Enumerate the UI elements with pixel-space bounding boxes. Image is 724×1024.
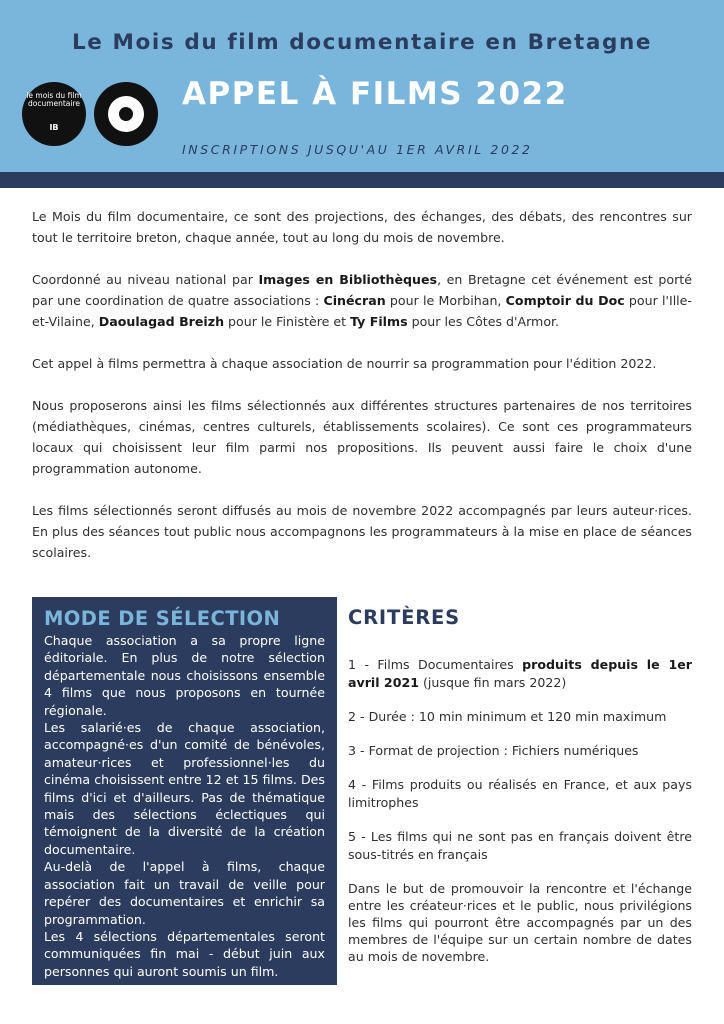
logo-ib: IB — [49, 123, 59, 132]
text-run: (jusque fin mars 2022) — [419, 675, 567, 690]
criterion-1-emphasis: produits depuis le 1er avril 2021 — [348, 657, 692, 690]
text-run: pour l'Ille-et-Vilaine, — [32, 293, 692, 329]
selection-text — [44, 632, 325, 980]
criterion-1 — [348, 656, 692, 692]
criterion-5: 5 - Les films qui ne sont pas en français doivent être sous-titrés en français — [348, 829, 692, 862]
org-ty-films: Ty Films — [350, 314, 408, 329]
text-run: pour les Côtes d'Armor. — [407, 314, 560, 329]
selection-paragraph-3: Au-delà de l'appel à films, chaque association fait un travail de veille pour repérer des documentaires et enrichir sa programmation. — [44, 859, 325, 927]
selection-box — [32, 597, 337, 985]
intro-paragraph-3: Cet appel à films permettra à chaque association de nourrir sa programmation pour l'édition 2022. — [32, 356, 657, 371]
criteria-section — [348, 606, 692, 965]
criterion-2: 2 - Durée : 10 min minimum et 120 min maximum — [348, 709, 667, 724]
target-logo-icon — [94, 82, 158, 146]
logo-dot — [119, 107, 133, 121]
text-run: 1 - Films Documentaires — [348, 657, 523, 672]
org-comptoir-du-doc: Comptoir du Doc — [505, 293, 625, 308]
selection-title: MODE DE SÉLECTION — [44, 607, 281, 630]
org-images-en-bibliotheques: Images en Bibliothèques — [258, 272, 438, 287]
intro-paragraph-5: Les films sélectionnés seront diffusés au mois de novembre 2022 accompagnés par leurs auteur·rices. En plus des séances tout public nous accompagnons les programmateurs à la mise en place de séances scolaires. — [32, 503, 692, 560]
intro-section — [32, 206, 692, 584]
criterion-4: 4 - Films produits ou réalisés en France, et aux pays limitrophes — [348, 777, 692, 810]
selection-paragraph-2: Les salarié·es de chaque association, accompagné·es d'un comité de bénévoles, amateur·rices et professionnel·les du cinéma choisissent entre 12 et 15 films. Des films d'ici et d'ailleurs. Pas de thématique mais des sélections éclectiques qui témoignent de la diversité de la création documentaire. — [44, 720, 325, 857]
criteria-title: CRITÈRES — [348, 606, 460, 629]
festival-title: Le Mois du film documentaire en Bretagne — [71, 30, 653, 55]
text-run: , en Bretagne cet événement est porté par une coordination de quatre associations : — [32, 272, 692, 308]
intro-paragraph-2 — [32, 269, 692, 332]
selection-paragraph-4: Les 4 sélections départementales seront communiquées fin mai - début juin aux personnes qui auront soumis un film. — [44, 928, 325, 979]
text-run: Coordonné au niveau national par — [32, 272, 259, 287]
criteria-closing: Dans le but de promouvoir la rencontre et l'échange entre les créateur·rices et le public, nous privilégions les films qui pourront être accompagnés par un des membres de l'équipe sur un certain nombre de dates au mois de novembre. — [348, 881, 692, 964]
header-divider — [0, 172, 724, 188]
intro-paragraph-1: Le Mois du film documentaire, ce sont des projections, des échanges, des débats, des rencontres sur tout le territoire breton, chaque année, tout au long du mois de novembre. — [32, 209, 692, 245]
selection-paragraph-1: Chaque association a sa propre ligne éditoriale. En plus de notre sélection départementale nous choisissons ensemble 4 films que nous proposons en tournée régionale. — [44, 633, 325, 718]
mois-du-film-logo — [22, 82, 86, 146]
logo-text: le mois du film documentaire — [26, 91, 82, 108]
logo-ring — [108, 96, 144, 132]
text-run: pour le Morbihan, — [385, 293, 506, 308]
deadline-subtitle: INSCRIPTIONS JUSQU'AU 1ER AVRIL 2022 — [182, 142, 533, 157]
criterion-3: 3 - Format de projection : Fichiers numériques — [348, 743, 639, 758]
intro-paragraph-4: Nous proposerons ainsi les films sélectionnés aux différentes structures partenaires de nos territoires (médiathèques, cinémas, centres culturels, établissements scolaires). Ce sont ces programmateurs locaux qui choisissent leur film parmi nos propositions. Ils peuvent aussi faire le choix d'une programmation autonome. — [32, 398, 692, 476]
call-title: APPEL À FILMS 2022 — [182, 76, 568, 112]
org-daoulagad-breizh: Daoulagad Breizh — [98, 314, 225, 329]
text-run: pour le Finistère et — [224, 314, 351, 329]
org-cinecran: Cinécran — [323, 293, 386, 308]
